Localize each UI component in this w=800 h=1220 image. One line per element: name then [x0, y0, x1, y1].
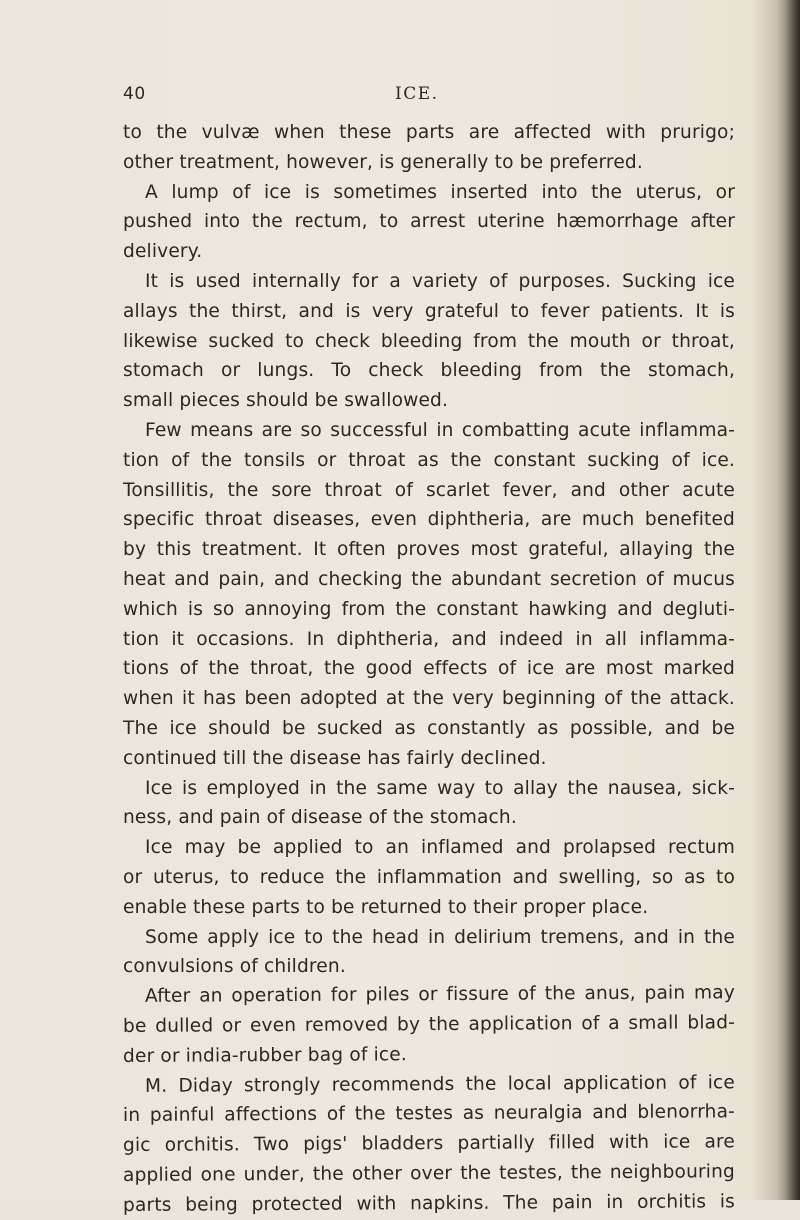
text-line: Ice is employed in the same way to allay the nausea, sick- — [145, 777, 735, 799]
text-line: or uterus, to reduce the inflammation and swelling, so as to — [123, 866, 735, 888]
text-line: pushed into the rectum, to arrest uterine hæmorrhage after — [123, 211, 735, 233]
text-line: allays the thirst, and is very grateful to fever patients. It is — [123, 300, 735, 322]
text-line: A lump of ice is sometimes inserted into the uterus, or — [145, 181, 735, 203]
text-line: small pieces should be swallowed. — [123, 390, 449, 412]
body-text — [123, 118, 735, 1220]
text-line: Few means are so successful in combatting acute inflamma- — [145, 419, 735, 441]
text-line: in painful affections of the testes as neuralgia and blenorrha- — [122, 1101, 736, 1127]
text-line: Ice may be applied to an inflamed and prolapsed rectum — [145, 837, 735, 859]
text-line: Some apply ice to the head in delirium tremens, and in the — [145, 926, 735, 948]
text-line: M. Diday strongly recommends the local application of ice — [144, 1071, 736, 1097]
running-head: ICE. — [395, 84, 439, 104]
text-line: tion of the tonsils or throat as the constant sucking of ice. — [123, 449, 735, 471]
text-line: to the vulvæ when these parts are affected with prurigo; — [123, 122, 735, 143]
text-line: The ice should be sucked as constantly as possible, and be — [123, 717, 735, 739]
text-line: tions of the throat, the good effects of ice are most marked — [123, 658, 735, 680]
text-line: parts being protected with napkins. The pain in orchitis is — [122, 1190, 736, 1216]
text-line: by this treatment. It often proves most grateful, allaying the — [123, 539, 735, 561]
text-line: other treatment, however, is generally to be preferred. — [123, 151, 643, 173]
page-header — [123, 84, 689, 108]
text-line: specific throat diseases, even diphtheria, are much benefited — [123, 509, 735, 531]
text-line: delivery. — [123, 241, 203, 263]
text-line: convulsions of children. — [123, 956, 346, 978]
text-line: which is so annoying from the constant hawking and degluti- — [123, 598, 735, 620]
text-line: enable these parts to be returned to their proper place. — [123, 896, 649, 918]
text-line: when it has been adopted at the very beginning of the attack. — [123, 688, 735, 710]
text-line: tion it occasions. In diphtheria, and indeed in all inflamma- — [123, 628, 735, 650]
text-line: ness, and pain of disease of the stomach. — [123, 807, 517, 829]
page-number: 40 — [123, 84, 146, 104]
text-line: likewise sucked to check bleeding from the mouth or throat, — [123, 330, 735, 352]
text-line: After an operation for piles or fissure of the anus, pain may — [144, 982, 736, 1007]
text-line: Tonsillitis, the sore throat of scarlet fever, and other acute — [123, 479, 735, 501]
text-line: applied one under, the other over the testes, the neighbouring — [122, 1161, 736, 1186]
text-line: der or india-rubber bag of ice. — [122, 1043, 407, 1067]
text-line: continued till the disease has fairly declined. — [123, 747, 547, 769]
text-line: stomach or lungs. To check bleeding from the stomach, — [123, 360, 735, 382]
page-binding-edge — [786, 0, 800, 1200]
text-line: heat and pain, and checking the abundant secretion of mucus — [123, 568, 735, 590]
text-line: gic orchitis. Two pigs' bladders partially filled with ice are — [122, 1131, 736, 1157]
text-line: be dulled or even removed by the application of a small blad- — [122, 1012, 736, 1037]
text-line: It is used internally for a variety of purposes. Sucking ice — [145, 270, 735, 292]
